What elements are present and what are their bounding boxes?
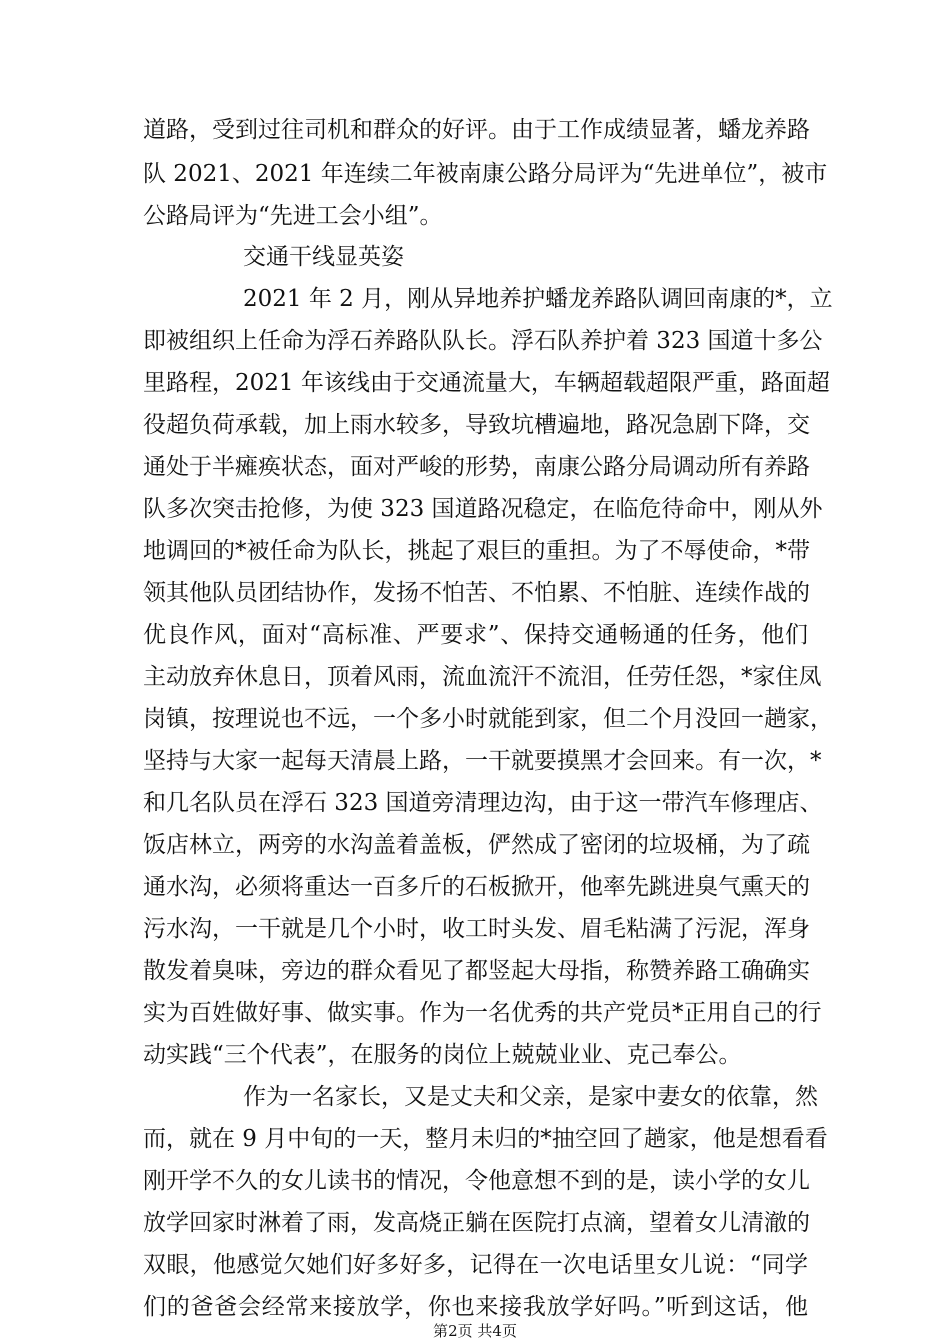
- text-line: 通水沟，必须将重达一百多斤的石板掀开，他率先跳进臭气熏天的: [143, 874, 810, 900]
- footer-current-page: 2: [448, 1322, 458, 1340]
- text-line: 放学回家时淋着了雨，发高烧正躺在医院打点滴，望着女儿清澈的: [143, 1210, 810, 1236]
- text-line: 领其他队员团结协作，发扬不怕苦、不怕累、不怕脏、连续作战的: [143, 580, 810, 606]
- text-line: 污水沟，一干就是几个小时，收工时头发、眉毛粘满了污泥，浑身: [143, 916, 810, 942]
- text-line: 队多次突击抢修，为使 323 国道路况稳定，在临危待命中，刚从外: [143, 496, 823, 522]
- section-heading: 交通干线显英姿: [243, 244, 404, 270]
- footer-suffix: 页: [501, 1322, 517, 1340]
- text-line: 优良作风，面对“高标准、严要求”、保持交通畅通的任务，他们: [143, 622, 808, 648]
- footer-prefix: 第: [433, 1322, 449, 1340]
- text-line: 而，就在 9 月中旬的一天，整月未归的*抽空回了趟家，他是想看看: [143, 1126, 828, 1152]
- text-line: 主动放弃休息日，顶着风雨，流血流汗不流泪，任劳任怨，*家住凤: [143, 664, 822, 690]
- footer-total-pages: 4: [492, 1322, 502, 1340]
- text-line: 刚开学不久的女儿读书的情况，令他意想不到的是，读小学的女儿: [143, 1168, 810, 1194]
- text-line: 作为一名家长，又是丈夫和父亲，是家中妻女的依靠，然: [243, 1084, 818, 1110]
- text-line: 役超负荷承载，加上雨水较多，导致坑槽遍地，路况急剧下降，交: [143, 412, 810, 438]
- text-line: 队 2021、2021 年连续二年被南康公路分局评为“先进单位”，被市: [143, 161, 828, 187]
- text-line: 饭店林立，两旁的水沟盖着盖板，俨然成了密闭的垃圾桶，为了疏: [143, 832, 810, 858]
- text-line: 实为百姓做好事、做实事。作为一名优秀的共产党员*正用自己的行: [143, 1000, 822, 1026]
- footer-middle: 页 共: [457, 1322, 493, 1340]
- text-line: 里路程，2021 年该线由于交通流量大，车辆超载超限严重，路面超: [143, 370, 830, 396]
- text-line: 双眼，他感觉欠她们好多好多，记得在一次电话里女儿说：“同学: [143, 1252, 808, 1278]
- text-line: 和几名队员在浮石 323 国道旁清理边沟，由于这一带汽车修理店、: [143, 790, 823, 816]
- text-line: 即被组织上任命为浮石养路队队长。浮石队养护着 323 国道十多公: [143, 328, 823, 354]
- text-line: 散发着臭味，旁边的群众看见了都竖起大母指，称赞养路工确确实: [143, 958, 810, 984]
- text-line: 们的爸爸会经常来接放学，你也来接我放学好吗。”听到这话，他: [143, 1294, 808, 1320]
- text-line: 地调回的*被任命为队长，挑起了艰巨的重担。为了不辱使命，*带: [143, 538, 810, 564]
- text-line: 动实践“三个代表”，在服务的岗位上兢兢业业、克己奉公。: [143, 1042, 742, 1068]
- text-line: 道路，受到过往司机和群众的好评。由于工作成绩显著，蟠龙养路: [143, 117, 810, 143]
- text-line: 通处于半瘫痪状态，面对严峻的形势，南康公路分局调动所有养路: [143, 454, 810, 480]
- text-line: 坚持与大家一起每天清晨上路，一干就要摸黑才会回来。有一次，*: [143, 748, 822, 774]
- text-line: 公路局评为“先进工会小组”。: [143, 203, 443, 229]
- text-line: 岗镇，按理说也不远，一个多小时就能到家，但二个月没回一趟家，: [143, 706, 833, 732]
- text-line: 2021 年 2 月，刚从异地养护蟠龙养路队调回南康的*，立: [243, 286, 833, 312]
- page-footer: [0, 1320, 950, 1341]
